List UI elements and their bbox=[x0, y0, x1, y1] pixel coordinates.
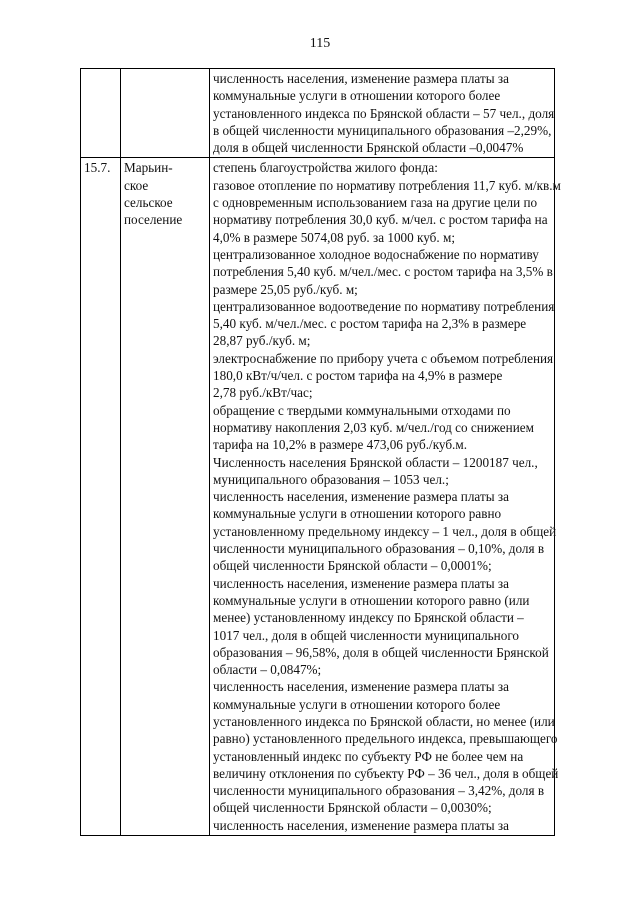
text-line: 1017 чел., доля в общей численности муниципального bbox=[213, 627, 519, 643]
text-line: 28,87 руб./куб. м; bbox=[213, 333, 311, 349]
text-line: величину отклонения по субъекту РФ – 36 чел., доля в общей bbox=[213, 765, 559, 781]
text-line: обращение с твердыми коммунальными отходами по bbox=[213, 402, 511, 418]
text-line: установленный индекс по субъекту РФ не более чем на bbox=[213, 748, 524, 764]
row-number-cell bbox=[81, 69, 121, 158]
text-line: установленного индекса по Брянской области – 57 чел., доля bbox=[213, 105, 555, 121]
text-line: образования – 96,58%, доля в общей численности Брянской bbox=[213, 644, 549, 660]
text-line: 180,0 кВт/ч/чел. с ростом тарифа на 4,9% в размере bbox=[213, 368, 503, 384]
text-line: общей численности Брянской области – 0,0030%; bbox=[213, 800, 492, 816]
text-line: коммунальные услуги в отношении которого более bbox=[213, 696, 501, 712]
name-line: сельское bbox=[124, 195, 173, 211]
row-name-cell bbox=[121, 158, 210, 836]
text-line: численность населения, изменение размера платы за bbox=[213, 489, 509, 505]
text-line: численность населения, изменение размера платы за bbox=[213, 575, 509, 591]
text-line: 5,40 куб. м/чел./мес. с ростом тарифа на 2,3% в размере bbox=[213, 316, 527, 332]
text-line: в общей численности муниципального образования –2,29%, bbox=[213, 122, 552, 138]
text-line: нормативу накопления 2,03 куб. м/чел./год со снижением bbox=[213, 419, 534, 435]
text-line: коммунальные услуги в отношении которого равно bbox=[213, 506, 502, 522]
name-line: Марьин- bbox=[124, 160, 173, 176]
text-line: размере 25,05 руб./куб. м; bbox=[213, 281, 358, 297]
row-number: 15.7. bbox=[84, 160, 111, 176]
text-line: численность населения, изменение размера платы за bbox=[213, 71, 509, 86]
text-line: равно) установленного предельного индекса, превышающего bbox=[213, 731, 558, 747]
name-line: ское bbox=[124, 177, 149, 193]
text-line: нормативу потребления 30,0 куб. м/чел. с ростом тарифа на bbox=[213, 212, 548, 228]
row-text-cell bbox=[210, 69, 555, 158]
text-line: численность населения, изменение размера платы за bbox=[213, 817, 509, 833]
row-text-cell bbox=[210, 158, 561, 836]
text-line: численности муниципального образования – 0,10%, доля в bbox=[213, 541, 545, 557]
text-line: с одновременным использованием газа на другие цели по bbox=[213, 195, 538, 211]
text-line: общей численности Брянской области – 0,0001%; bbox=[213, 558, 492, 574]
text-line: газовое отопление по нормативу потребления 11,7 куб. м/кв.м bbox=[213, 177, 561, 193]
page-number: 115 bbox=[309, 36, 331, 51]
text-line: коммунальные услуги в отношении которого более bbox=[213, 88, 501, 104]
text-line: электроснабжение по прибору учета с объемом потребления bbox=[213, 350, 554, 366]
text-line: централизованное водоотведение по нормативу потребления bbox=[213, 298, 555, 314]
text-line: степень благоустройства жилого фонда: bbox=[213, 160, 438, 176]
text-line: численности муниципального образования – 3,42%, доля в bbox=[213, 783, 545, 799]
row-number-cell bbox=[81, 158, 121, 836]
name-line: поселение bbox=[124, 212, 183, 228]
text-line: потребления 5,40 куб. м/чел./мес. с ростом тарифа на 3,5% в bbox=[213, 264, 553, 280]
text-line: тарифа на 10,2% в размере 473,06 руб./куб.м. bbox=[213, 437, 467, 453]
text-line: 2,78 руб./кВт/час; bbox=[213, 385, 313, 401]
text-line: коммунальные услуги в отношении которого равно (или bbox=[213, 592, 530, 608]
text-line: централизованное холодное водоснабжение по нормативу bbox=[213, 246, 539, 262]
text-line: доля в общей численности Брянской области –0,0047% bbox=[213, 140, 524, 156]
text-line: установленному предельному индексу – 1 чел., доля в общей bbox=[213, 523, 557, 539]
text-line: установленного индекса по Брянской области, но менее (или bbox=[213, 713, 555, 729]
text-line: 4,0% в размере 5074,08 руб. за 1000 куб. м; bbox=[213, 229, 455, 245]
text-line: Численность населения Брянской области – 1200187 чел., bbox=[213, 454, 538, 470]
text-line: области – 0,0847%; bbox=[213, 662, 322, 678]
row-name-cell bbox=[121, 69, 210, 158]
document-table bbox=[80, 68, 561, 836]
table-row bbox=[81, 69, 555, 158]
text-line: численность населения, изменение размера платы за bbox=[213, 679, 509, 695]
text-line: муниципального образования – 1053 чел.; bbox=[213, 471, 449, 487]
text-line: менее) установленному индексу по Брянской области – bbox=[213, 610, 524, 626]
table-row bbox=[81, 158, 555, 836]
